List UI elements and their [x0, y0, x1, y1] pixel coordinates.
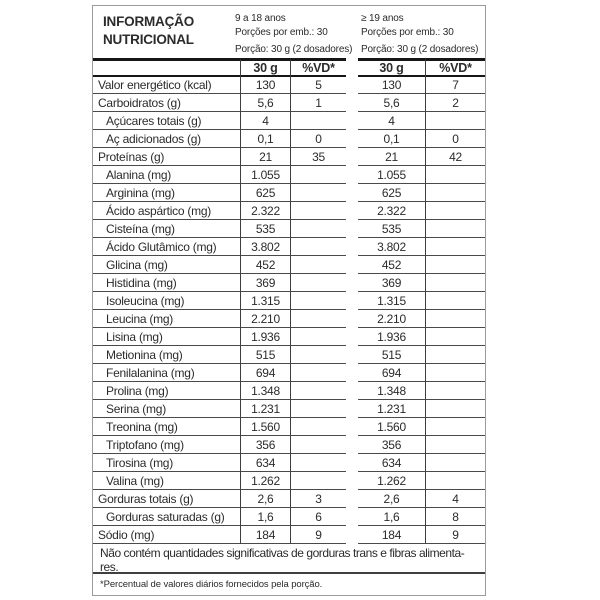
amount-cell-group1: 2,6 — [240, 490, 290, 508]
row-label: Metionina (mg) — [93, 346, 240, 364]
row-label: Tirosina (mg) — [93, 454, 240, 472]
row-gap — [346, 346, 358, 364]
amount-cell-group2: 356 — [358, 436, 425, 454]
row-gap — [346, 436, 358, 454]
amount-cell-group2: 21 — [358, 148, 425, 166]
row-label: Fenilalanina (mg) — [93, 364, 240, 382]
nutrition-title: INFORMAÇÃO NUTRICIONAL — [103, 14, 194, 48]
serving-size-1: Porção: 30 g (2 dosadores) — [235, 44, 353, 55]
table-row — [93, 436, 485, 454]
amount-cell-group2: 130 — [358, 76, 425, 94]
dv-cell-group2 — [425, 202, 485, 220]
amount-cell-group1: 1.231 — [240, 400, 290, 418]
dv-cell-group1: 3 — [290, 490, 346, 508]
dv-cell-group1 — [290, 292, 346, 310]
row-label: Açúcares totais (g) — [93, 112, 240, 130]
amount-cell-group2: 1.231 — [358, 400, 425, 418]
label-header — [93, 6, 485, 58]
dv-cell-group2: 2 — [425, 94, 485, 112]
amount-cell-group2: 369 — [358, 274, 425, 292]
dv-cell-group1 — [290, 382, 346, 400]
dv-cell-group1 — [290, 310, 346, 328]
table-row — [93, 76, 485, 94]
table-row — [93, 508, 485, 526]
amount-cell-group1: 21 — [240, 148, 290, 166]
row-label: Valor energético (kcal) — [93, 76, 240, 94]
table-row — [93, 256, 485, 274]
table-row — [93, 184, 485, 202]
dv-cell-group1: 9 — [290, 526, 346, 544]
row-label: Leucina (mg) — [93, 310, 240, 328]
row-label: Gorduras totais (g) — [93, 490, 240, 508]
amount-cell-group2: 184 — [358, 526, 425, 544]
table-row — [93, 364, 485, 382]
age-group-header-2 — [361, 12, 478, 57]
table-row — [93, 166, 485, 184]
servings-per-pack-1: Porções por emb.: 30 — [235, 26, 328, 38]
amount-cell-group1: 1,6 — [240, 508, 290, 526]
dv-cell-group2 — [425, 292, 485, 310]
dv-cell-group2 — [425, 274, 485, 292]
dv-cell-group2 — [425, 238, 485, 256]
dv-cell-group2 — [425, 220, 485, 238]
row-label: Glicina (mg) — [93, 256, 240, 274]
dv-cell-group1: 5 — [290, 76, 346, 94]
row-label: Gorduras saturadas (g) — [93, 508, 240, 526]
row-label: Serina (mg) — [93, 400, 240, 418]
table-row — [93, 202, 485, 220]
table-row — [93, 94, 485, 112]
amount-cell-group1: 535 — [240, 220, 290, 238]
dv-cell-group1 — [290, 400, 346, 418]
amount-cell-group2: 1.936 — [358, 328, 425, 346]
table-row — [93, 382, 485, 400]
column-header-dv-2: %VD* — [425, 58, 485, 77]
row-gap — [346, 382, 358, 400]
table-row — [93, 454, 485, 472]
row-gap — [346, 220, 358, 238]
table-row — [93, 112, 485, 130]
row-label: Treonina (mg) — [93, 418, 240, 436]
dv-cell-group1 — [290, 346, 346, 364]
table-row — [93, 148, 485, 166]
dv-cell-group2: 7 — [425, 76, 485, 94]
dv-cell-group1 — [290, 472, 346, 490]
table-row — [93, 346, 485, 364]
dv-cell-group2: 0 — [425, 130, 485, 148]
dv-cell-group2 — [425, 454, 485, 472]
row-gap — [346, 472, 358, 490]
row-gap — [346, 274, 358, 292]
amount-cell-group2: 3.802 — [358, 238, 425, 256]
amount-cell-group1: 634 — [240, 454, 290, 472]
no-significant-amounts-note — [93, 544, 485, 574]
amount-cell-group2: 1.055 — [358, 166, 425, 184]
amount-cell-group1: 1.348 — [240, 382, 290, 400]
dv-cell-group2 — [425, 436, 485, 454]
dv-cell-group2: 9 — [425, 526, 485, 544]
amount-cell-group2: 625 — [358, 184, 425, 202]
dv-cell-group1 — [290, 166, 346, 184]
age-range-2: ≥ 19 anos — [361, 13, 404, 24]
row-gap — [346, 490, 358, 508]
dv-cell-group1 — [290, 328, 346, 346]
dv-cell-group2: 4 — [425, 490, 485, 508]
row-label: Carboidratos (g) — [93, 94, 240, 112]
row-label: Prolina (mg) — [93, 382, 240, 400]
row-gap — [346, 364, 358, 382]
row-gap — [346, 130, 358, 148]
dv-cell-group2 — [425, 346, 485, 364]
amount-cell-group2: 1.315 — [358, 292, 425, 310]
amount-cell-group2: 1.348 — [358, 382, 425, 400]
serving-size-2: Porção: 30 g (2 dosadores) — [361, 44, 479, 55]
row-label: Histidina (mg) — [93, 274, 240, 292]
note-line-1: Não contém quantidades significativas de gorduras trans e fibras alimenta- — [100, 546, 465, 560]
amount-cell-group1: 5,6 — [240, 94, 290, 112]
nutrition-label — [92, 5, 486, 596]
row-gap — [346, 76, 358, 94]
row-label: Sódio (mg) — [93, 526, 240, 544]
amount-cell-group1: 694 — [240, 364, 290, 382]
amount-cell-group1: 625 — [240, 184, 290, 202]
row-gap — [346, 112, 358, 130]
row-label: Ácido Glutâmico (mg) — [93, 238, 240, 256]
amount-cell-group1: 2.322 — [240, 202, 290, 220]
amount-cell-group1: 1.936 — [240, 328, 290, 346]
row-gap — [346, 292, 358, 310]
dv-cell-group1 — [290, 112, 346, 130]
table-row — [93, 418, 485, 436]
row-gap — [346, 310, 358, 328]
amount-cell-group2: 1,6 — [358, 508, 425, 526]
dv-cell-group1 — [290, 274, 346, 292]
note-line-2: res. — [100, 559, 119, 574]
column-header-spacer — [93, 58, 240, 77]
dv-cell-group2 — [425, 382, 485, 400]
amount-cell-group1: 356 — [240, 436, 290, 454]
amount-cell-group1: 3.802 — [240, 238, 290, 256]
daily-values-footnote: *Percentual de valores diários fornecidos pela porção. — [100, 579, 323, 590]
amount-cell-group2: 2.322 — [358, 202, 425, 220]
column-header-amount-2: 30 g — [358, 58, 425, 77]
dv-cell-group1 — [290, 256, 346, 274]
row-gap — [346, 328, 358, 346]
dv-cell-group2 — [425, 112, 485, 130]
dv-cell-group2 — [425, 310, 485, 328]
dv-cell-group1: 6 — [290, 508, 346, 526]
dv-cell-group2 — [425, 166, 485, 184]
table-row — [93, 220, 485, 238]
amount-cell-group1: 4 — [240, 112, 290, 130]
row-gap — [346, 148, 358, 166]
row-gap — [346, 166, 358, 184]
row-label: Lisina (mg) — [93, 328, 240, 346]
row-label: Valina (mg) — [93, 472, 240, 490]
table-row — [93, 490, 485, 508]
row-gap — [346, 202, 358, 220]
row-gap — [346, 256, 358, 274]
row-label: Triptofano (mg) — [93, 436, 240, 454]
dv-cell-group1 — [290, 184, 346, 202]
amount-cell-group2: 1.262 — [358, 472, 425, 490]
dv-cell-group1 — [290, 202, 346, 220]
amount-cell-group1: 369 — [240, 274, 290, 292]
row-label: Isoleucina (mg) — [93, 292, 240, 310]
table-row — [93, 526, 485, 544]
row-gap — [346, 418, 358, 436]
table-row — [93, 400, 485, 418]
amount-cell-group2: 634 — [358, 454, 425, 472]
amount-cell-group2: 515 — [358, 346, 425, 364]
row-gap — [346, 400, 358, 418]
table-row — [93, 274, 485, 292]
amount-cell-group2: 0,1 — [358, 130, 425, 148]
nutrition-table-body — [93, 76, 485, 544]
row-label: Proteínas (g) — [93, 148, 240, 166]
dv-cell-group2 — [425, 256, 485, 274]
table-row — [93, 472, 485, 490]
amount-cell-group2: 1.560 — [358, 418, 425, 436]
row-label: Aç adicionados (g) — [93, 130, 240, 148]
dv-cell-group1 — [290, 418, 346, 436]
amount-cell-group1: 0,1 — [240, 130, 290, 148]
row-label: Ácido aspártico (mg) — [93, 202, 240, 220]
dv-cell-group2 — [425, 364, 485, 382]
amount-cell-group1: 1.055 — [240, 166, 290, 184]
amount-cell-group1: 1.315 — [240, 292, 290, 310]
amount-cell-group2: 694 — [358, 364, 425, 382]
dv-cell-group1 — [290, 454, 346, 472]
dv-cell-group2 — [425, 400, 485, 418]
row-label: Arginina (mg) — [93, 184, 240, 202]
dv-cell-group1 — [290, 436, 346, 454]
row-gap — [346, 238, 358, 256]
amount-cell-group2: 2.210 — [358, 310, 425, 328]
dv-cell-group2 — [425, 184, 485, 202]
amount-cell-group1: 452 — [240, 256, 290, 274]
column-header-dv-1: %VD* — [290, 58, 346, 77]
age-group-header-1 — [235, 12, 352, 57]
column-gap — [346, 58, 358, 77]
dv-cell-group2 — [425, 328, 485, 346]
dv-cell-group1 — [290, 220, 346, 238]
amount-cell-group2: 452 — [358, 256, 425, 274]
table-row — [93, 130, 485, 148]
row-label: Cisteína (mg) — [93, 220, 240, 238]
dv-cell-group2: 42 — [425, 148, 485, 166]
dv-cell-group1 — [290, 238, 346, 256]
table-row — [93, 310, 485, 328]
amount-cell-group1: 1.560 — [240, 418, 290, 436]
dv-cell-group2 — [425, 472, 485, 490]
amount-cell-group2: 4 — [358, 112, 425, 130]
amount-cell-group1: 2.210 — [240, 310, 290, 328]
amount-cell-group2: 2,6 — [358, 490, 425, 508]
amount-cell-group1: 130 — [240, 76, 290, 94]
dv-cell-group1: 0 — [290, 130, 346, 148]
column-header-amount-1: 30 g — [240, 58, 290, 77]
dv-cell-group1: 35 — [290, 148, 346, 166]
row-gap — [346, 454, 358, 472]
servings-per-pack-2: Porções por emb.: 30 — [361, 26, 454, 38]
amount-cell-group2: 5,6 — [358, 94, 425, 112]
age-range-1: 9 a 18 anos — [235, 13, 286, 24]
amount-cell-group1: 1.262 — [240, 472, 290, 490]
dv-cell-group1: 1 — [290, 94, 346, 112]
row-gap — [346, 94, 358, 112]
table-row — [93, 238, 485, 256]
table-row — [93, 328, 485, 346]
amount-cell-group1: 515 — [240, 346, 290, 364]
amount-cell-group2: 535 — [358, 220, 425, 238]
dv-cell-group1 — [290, 364, 346, 382]
column-header-row — [93, 58, 485, 76]
table-row — [93, 292, 485, 310]
amount-cell-group1: 184 — [240, 526, 290, 544]
row-gap — [346, 508, 358, 526]
row-label: Alanina (mg) — [93, 166, 240, 184]
dv-cell-group2 — [425, 418, 485, 436]
row-gap — [346, 526, 358, 544]
row-gap — [346, 184, 358, 202]
dv-cell-group2: 8 — [425, 508, 485, 526]
